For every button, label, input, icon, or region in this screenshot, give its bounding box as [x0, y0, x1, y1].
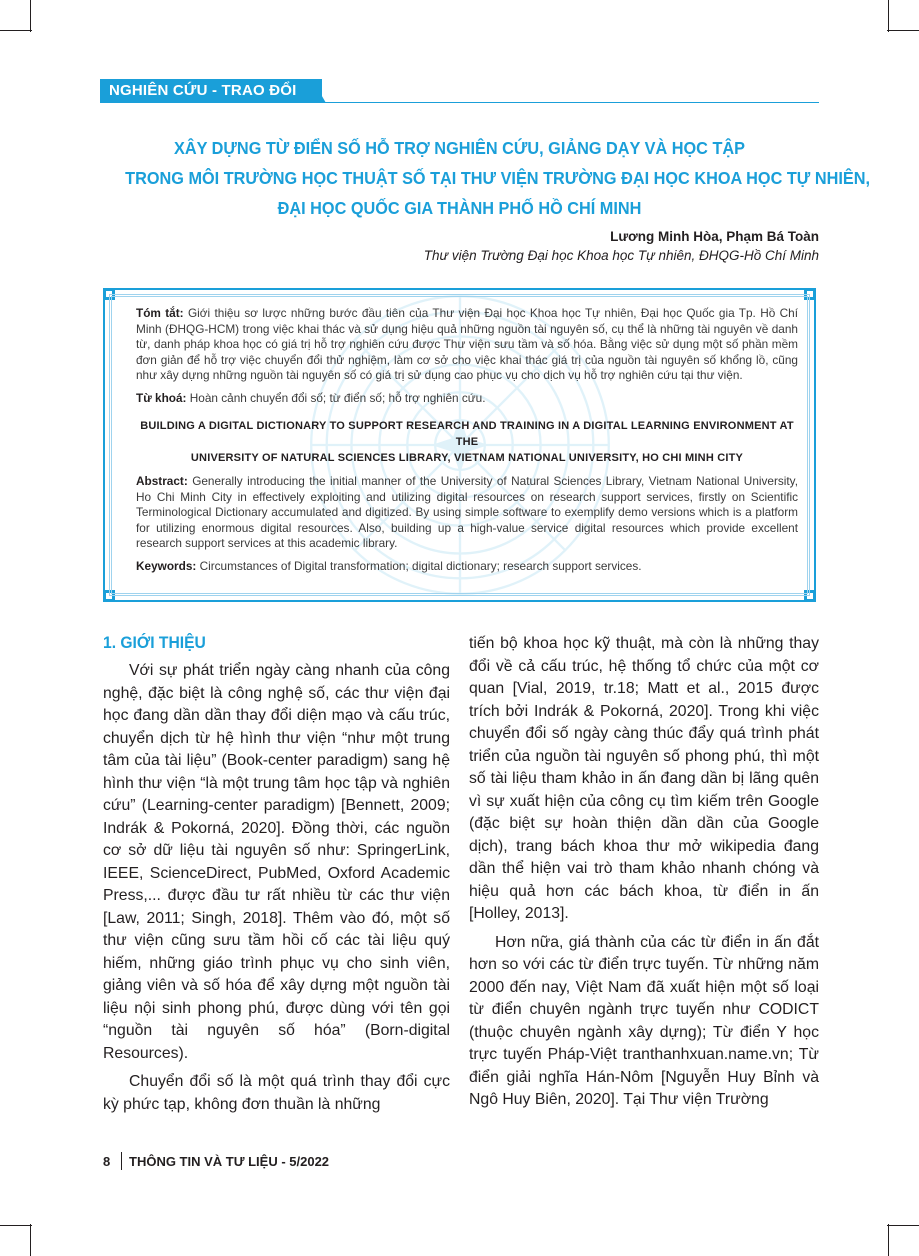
- article-authors: Lương Minh Hòa, Phạm Bá Toàn: [610, 229, 819, 244]
- body-paragraph: tiến bộ khoa học kỹ thuật, mà còn là những thay đổi về cả cấu trúc, hệ thống tổ chức của một cơ quan [Vial, 2019, tr.18; Matt et al., 2015 được trích bởi Indrák & Pokorná, 2020]. Trong khi việc chuyển đổi số ngày càng thúc đẩy quá trình phát triển của nguồn tài nguyên số phong phú, thì một số tài liệu tham khảo in ấn đang dần bị lãng quên vì sự xuất hiện của công cụ tìm kiếm trên Google (đặc biệt sự hoàn thiện dần dần của Google dịch), trang bách khoa thư mở wikipedia đang dần thể hiện vai trò tham khảo nhanh chóng và hiệu quả hơn các bách khoa, từ điển in ấn [Holley, 2013].: [469, 635, 819, 922]
- article-affiliation: Thư viện Trường Đại học Khoa học Tự nhiên, ĐHQG-Hồ Chí Minh: [423, 248, 819, 263]
- abstract-vi-label: Tóm tắt:: [136, 306, 184, 320]
- crop-mark: [888, 1224, 889, 1256]
- crop-mark: [0, 1225, 32, 1226]
- english-title-line: BUILDING A DIGITAL DICTIONARY TO SUPPORT RESEARCH AND TRAINING IN A DIGITAL LEARNING ENVIRONMENT AT THE: [140, 420, 794, 448]
- crop-mark: [30, 1224, 31, 1256]
- banner-tail-decoration: [312, 79, 326, 103]
- body-paragraph: Với sự phát triển ngày càng nhanh của công nghệ, đặc biệt là công nghệ số, các thư viện đại học đang dần dần thay đổi diện mạo và cấu trúc, chuyển dịch từ hệ hình thư viện “như một trung tâm của tài liệu” (Book-center paradigm) sang hệ hình thư viện “là một trung tâm học tập và nghiên cứu” (Learning-center paradigm) [Bennett, 2009; Indrák & Pokorná, 2020]. Đồng thời, các nguồn cơ sở dữ liệu tài nguyên số như: SpringerLink, IEEE, ScienceDirect, PubMed, Oxford Academic Press,... được đầu tư rất nhiều từ các thư viện [Law, 2011; Singh, 2018]. Thêm vào đó, một số thư viện cũng sưu tầm hồi cố các tài liệu quý hiếm, những giáo trình phục vụ cho sinh viên, giảng viên và số hóa để xây dựng một nguồn tài liệu nội sinh phong phú, được dùng với tên gọi “nguồn tài nguyên số hóa” (Born-digital Resources).: [103, 662, 450, 1062]
- title-line: XÂY DỰNG TỪ ĐIỂN SỐ HỖ TRỢ NGHIÊN CỨU, GIẢNG DẠY VÀ HỌC TẬP: [173, 138, 746, 158]
- keywords-en: [136, 559, 798, 575]
- keywords-vi: [136, 391, 798, 407]
- keywords-vi-text: Hoàn cảnh chuyển đổi số; từ điển số; hỗ trợ nghiên cứu.: [186, 390, 486, 405]
- crop-mark: [0, 30, 32, 31]
- abstract-en-text: Generally introducing the initial manner of the University of Natural Sciences Library, Vietnam National University, Ho Chi Minh City in effectively exploiting and utilizing digital resources on research support services, firstly on Scientific Terminological Dictionary accumulated and digitized. By using simple software to exemplify demo versions which is a platform for utilizing enormous digital resources. Also, building up a high-value service digital resources which provide excellent research support services at this academic library.: [136, 474, 798, 550]
- section-heading-introduction: 1. GIỚI THIỆU: [103, 633, 206, 652]
- crop-mark: [30, 0, 31, 32]
- abstract-en-label: Abstract:: [136, 474, 188, 488]
- title-line: ĐẠI HỌC QUỐC GIA THÀNH PHỐ HỒ CHÍ MINH: [277, 198, 642, 218]
- crop-mark: [887, 1225, 919, 1226]
- crop-mark: [887, 30, 919, 31]
- box-corner-ornament: [804, 590, 816, 602]
- abstract-vi-text: Giới thiệu sơ lược những bước đầu tiên của Thư viện Đại học Khoa học Tự nhiên, Đại học Quốc gia Tp. Hồ Chí Minh (ĐHQG-HCM) trong việc khai thác và sử dụng hiệu quả những nguồn tài nguyên số, cụ thể là những tài nguyên về danh từ, danh pháp khoa học có giá trị hỗ trợ nghiên cứu được Thư viện sưu tầm và số hóa. Bằng việc sử dụng một số phần mềm đơn giản để hỗ trợ việc chuyển đổi thử nghiệm, làm cơ sở cho việc khai thác giá trị của nguồn tài nguyên số khổng lồ, cũng như xây dựng những nguồn tài nguyên số có giá trị sử dụng cao phục vụ cho dịch vụ hỗ trợ nghiên cứu tại thư viện.: [136, 306, 798, 382]
- body-column-right: [469, 633, 819, 1112]
- footer-divider: [121, 1152, 122, 1170]
- crop-mark: [888, 0, 889, 32]
- banner-rule: [318, 102, 819, 103]
- abstract-box: [103, 288, 816, 602]
- page-number: 8: [103, 1154, 111, 1169]
- abstract-content: [136, 306, 798, 574]
- keywords-en-text: Circumstances of Digital transformation; digital dictionary; research support services.: [196, 558, 642, 573]
- body-paragraph: Hơn nữa, giá thành của các từ điển in ấn đắt hơn so với các từ điển trực tuyến. Từ những năm 2000 đến nay, Việt Nam đã xuất hiện một số loại từ điển chuyên ngành trực tuyến như CODICT (thuộc chuyên ngành xây dựng); Từ điển Y học trực tuyến Pháp-Việt tranthanhxuan.name.vn; Từ điển giải nghĩa Hán-Nôm [Nguyễn Huy Bỉnh và Ngô Huy Biên, 2020]. Tại Thư viện Trường: [469, 933, 819, 1108]
- body-column-left: [103, 660, 450, 1116]
- keywords-vi-label: Từ khoá:: [136, 390, 187, 405]
- english-title: [136, 418, 798, 466]
- body-paragraph: Chuyển đổi số là một quá trình thay đổi cực kỳ phức tạp, không đơn thuần là những: [103, 1073, 450, 1113]
- box-corner-ornament: [103, 288, 115, 300]
- article-title: [125, 133, 870, 223]
- box-corner-ornament: [103, 590, 115, 602]
- abstract-vi: [136, 306, 798, 384]
- keywords-en-label: Keywords:: [136, 558, 197, 573]
- box-corner-ornament: [804, 288, 816, 300]
- title-line: TRONG MÔI TRƯỜNG HỌC THUẬT SỐ TẠI THƯ VIỆN TRƯỜNG ĐẠI HỌC KHOA HỌC TỰ NHIÊN,: [125, 168, 870, 188]
- abstract-en: [136, 474, 798, 552]
- section-banner: NGHIÊN CỨU - TRAO ĐỔI: [100, 79, 322, 103]
- journal-name: THÔNG TIN VÀ TƯ LIỆU - 5/2022: [129, 1154, 330, 1169]
- english-title-line: UNIVERSITY OF NATURAL SCIENCES LIBRARY, VIETNAM NATIONAL UNIVERSITY, HO CHI MINH CITY: [190, 452, 744, 464]
